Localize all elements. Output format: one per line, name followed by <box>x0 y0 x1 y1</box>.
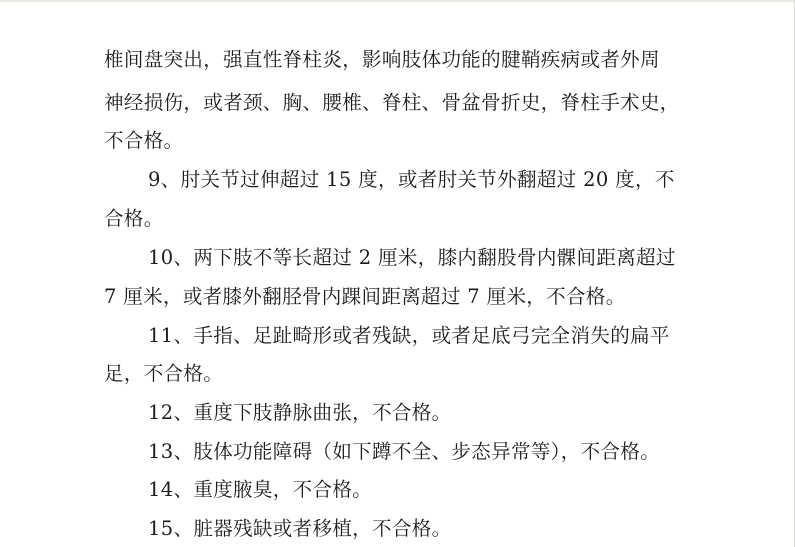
list-item-11: 11、手指、足趾畸形或者残缺，或者足底弓完全消失的扁平 <box>148 324 670 347</box>
list-item-15: 15、脏器残缺或者移植，不合格。 <box>148 517 452 540</box>
list-item-14: 14、重度腋臭，不合格。 <box>148 478 373 501</box>
list-item-9: 9、肘关节过伸超过 15 度，或者肘关节外翻超过 20 度，不 <box>148 168 675 191</box>
list-item-13: 13、肢体功能障碍（如下蹲不全、步态异常等），不合格。 <box>148 440 661 463</box>
text-line: 不合格。 <box>104 129 184 152</box>
list-item-10: 10、两下肢不等长超过 2 厘米，膝内翻股骨内髁间距离超过 <box>148 246 676 269</box>
text-line: 椎间盘突出，强直性脊柱炎，影响肢体功能的腱鞘疾病或者外周 <box>104 48 660 71</box>
list-item-12: 12、重度下肢静脉曲张，不合格。 <box>148 401 452 424</box>
text-line: 足，不合格。 <box>104 362 224 385</box>
text-line: 合格。 <box>104 207 164 230</box>
text-line: 神经损伤，或者颈、胸、腰椎、脊柱、骨盆骨折史，脊柱手术史， <box>104 91 680 114</box>
text-line: 7 厘米，或者膝外翻胫骨内踝间距离超过 7 厘米，不合格。 <box>104 285 626 308</box>
top-border <box>0 0 795 2</box>
